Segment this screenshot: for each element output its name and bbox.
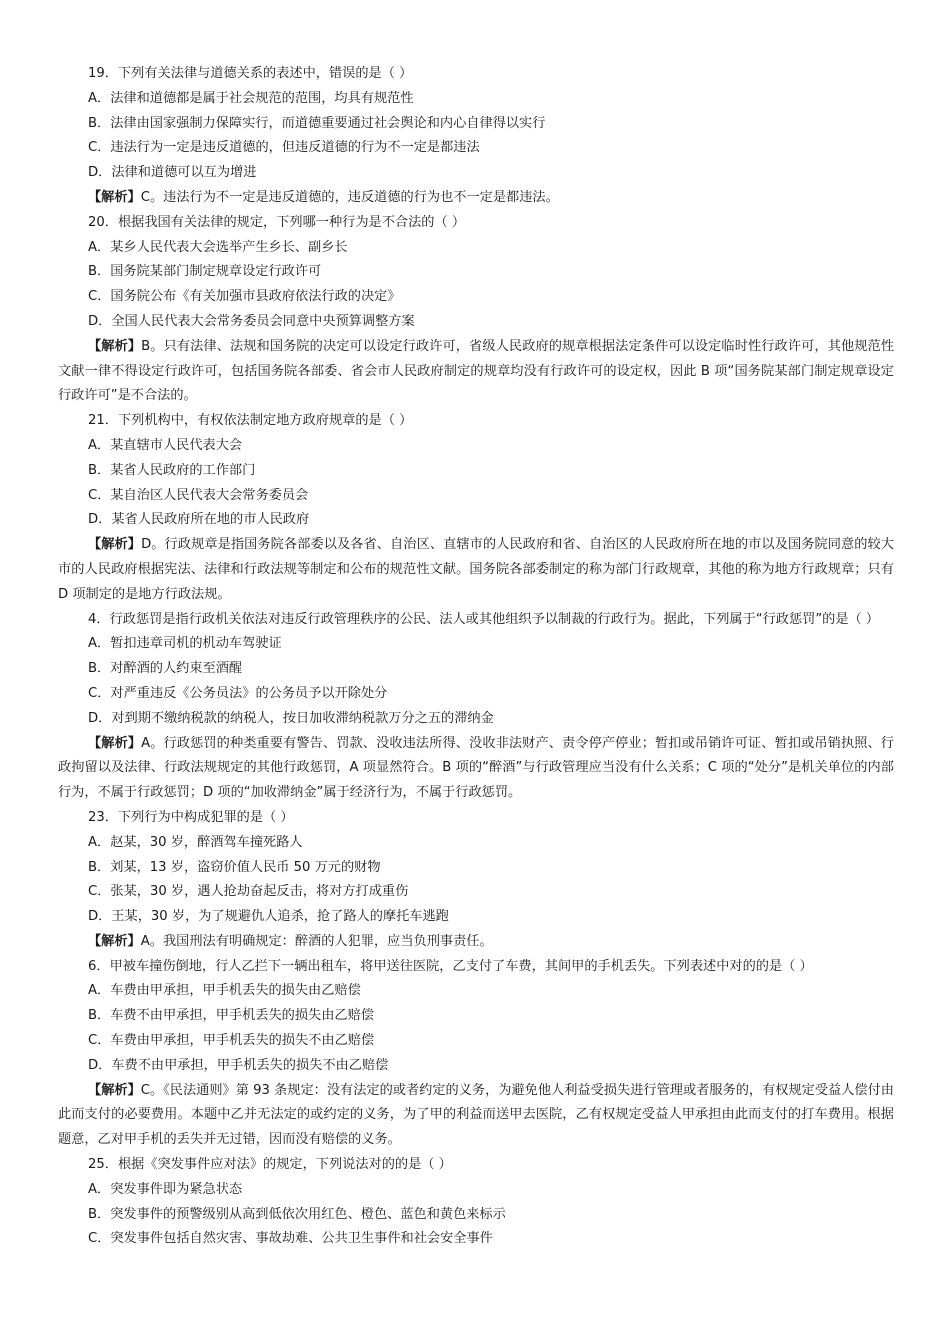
option-item: C．某自治区人民代表大会常务委员会 [88, 487, 309, 503]
analysis-text: B。只有法律、法规和国务院的决定可以设定行政许可，省级人民政府的规章根据法定条件可以设定临时性行政许可，其他规范性文献一律不得设定行政许可，包括国务院各部委、省会市人民政府制定的规章均没有行政许可的设定权，因此 B 项“国务院某部门制定规章设定行政许可”是不合法的。 [58, 338, 895, 404]
analysis-paragraph [58, 732, 894, 806]
option-item: B．国务院某部门制定规章设定行政许可 [88, 264, 322, 280]
analysis-label: 【解析】 [88, 1082, 141, 1098]
analysis-paragraph [58, 1079, 894, 1153]
option-item: D．全国人民代表大会常务委员会同意中央预算调整方案 [88, 313, 415, 329]
option-item: D．某省人民政府所在地的市人民政府 [88, 512, 310, 528]
option-item: D．对到期不缴纳税款的纳税人，按日加收滞纳税款万分之五的滞纳金 [88, 710, 494, 726]
question-text: 20．根据我国有关法律的规定，下列哪一种行为是不合法的（ ） [88, 214, 466, 230]
option-item: A．某直辖市人民代表大会 [88, 437, 243, 453]
option-item: C．突发事件包括自然灾害、事故劫难、公共卫生事件和社会安全事件 [88, 1231, 493, 1247]
analysis-label: 【解析】 [88, 189, 141, 205]
option-item: C．国务院公布《有关加强市县政府依法行政的决定》 [88, 289, 401, 305]
option-item: B．刘某，13 岁，盗窃价值人民币 50 万元的财物 [88, 859, 381, 875]
analysis-paragraph [58, 186, 894, 211]
analysis-text: A。行政惩罚的种类重要有警告、罚款、没收违法所得、没收非法财产、责令停产停业；暂扣或吊销许可证、暂扣或吊销执照、行政拘留以及法律、行政法规规定的其他行政惩罚，A 项显然符合。B 项的“醉酒”与行政管理应当没有什么关系；C 项的“处分”是机关单位的内部行为，不属于行政惩罚；D 项的“加收滞纳金”属于经济行为，不属于行政惩罚。 [58, 735, 894, 801]
analysis-paragraph [58, 533, 894, 607]
option-item: A．车费由甲承担，甲手机丢失的损失由乙赔偿 [88, 983, 361, 999]
question-text: 6．甲被车撞伤倒地，行人乙拦下一辆出租车，将甲送往医院，乙支付了车费，其间甲的手机丢失。下列表述中对的的是（ ） [88, 958, 813, 974]
option-item: D．法律和道德可以互为增进 [88, 165, 257, 181]
analysis-text: C。《民法通则》第 93 条规定：没有法定的或者约定的义务，为避免他人利益受损失进行管理或者服务的，有权规定受益人偿付由此而支付的必要费用。本题中乙并无法定的或约定的义务，为了甲的利益而送甲去医院，乙有权规定受益人甲承担由此而支付的打车费用。根据题意，乙对甲手机的丢失并无过错，因而没有赔偿的义务。 [58, 1082, 894, 1148]
question-text: 21．下列机构中，有权依法制定地方政府规章的是（ ） [88, 413, 413, 429]
analysis-label: 【解析】 [88, 338, 142, 354]
question-text: 19．下列有关法律与道德关系的表述中，错误的是（ ） [88, 66, 413, 81]
option-item: D．车费不由甲承担，甲手机丢失的损失不由乙赔偿 [88, 1057, 389, 1073]
option-item: A．突发事件即为紧急状态 [88, 1181, 243, 1197]
option-item: C．违法行为一定是违反道德的，但违反道德的行为不一定是都违法 [88, 140, 480, 156]
question-text: 4．行政惩罚是指行政机关依法对违反行政管理秩序的公民、法人或其他组织予以制裁的行政行为。据此，下列属于“行政惩罚”的是（ ） [88, 611, 880, 627]
question-text: 25．根据《突发事件应对法》的规定，下列说法对的的是（ ） [88, 1157, 452, 1173]
option-item: B．突发事件的预警级别从高到低依次用红色、橙色、蓝色和黄色来标示 [88, 1206, 506, 1222]
analysis-text: D。行政规章是指国务院各部委以及各省、自治区、直辖市的人民政府和省、自治区的人民政府所在地的市以及国务院同意的较大市的人民政府根据宪法、法律和行政法规等制定和公布的规范性文献。国务院各部委制定的称为部门行政规章，其他的称为地方行政规章；只有 D 项制定的是地方行政法规。 [58, 537, 894, 602]
question-text: 23．下列行为中构成犯罪的是（ ） [88, 809, 294, 825]
analysis-text: A。我国刑法有明确规定：醉酒的人犯罪，应当负刑事责任。 [140, 933, 493, 949]
analysis-paragraph [58, 930, 894, 955]
option-item: B．对醉酒的人约束至酒醒 [88, 661, 243, 677]
option-item: C．张某，30 岁，遇人抢劫奋起反击，将对方打成重伤 [88, 884, 409, 900]
option-item: B．某省人民政府的工作部门 [88, 462, 256, 478]
document-body [58, 62, 894, 1252]
option-item: A．赵某，30 岁，醉酒驾车撞死路人 [88, 834, 303, 850]
option-item: C．车费由甲承担，甲手机丢失的损失不由乙赔偿 [88, 1033, 375, 1049]
option-item: A．法律和道德都是属于社会规范的范围，均具有规范性 [88, 90, 414, 106]
analysis-label: 【解析】 [88, 933, 141, 949]
analysis-text: C。违法行为不一定是违反道德的，违反道德的行为也不一定是都违法。 [140, 189, 559, 205]
analysis-paragraph [58, 335, 894, 409]
analysis-label: 【解析】 [88, 537, 142, 553]
option-item: D．王某，30 岁，为了规避仇人追杀，抢了路人的摩托车逃跑 [88, 909, 449, 925]
option-item: B．法律由国家强制力保障实行，而道德重要通过社会舆论和内心自律得以实行 [88, 115, 546, 131]
option-item: A．暂扣违章司机的机动车驾驶证 [88, 636, 282, 652]
option-item: C．对严重违反《公务员法》的公务员予以开除处分 [88, 685, 388, 701]
option-item: B．车费不由甲承担，甲手机丢失的损失由乙赔偿 [88, 1008, 374, 1024]
option-item: A．某乡人民代表大会选举产生乡长、副乡长 [88, 239, 348, 255]
analysis-label: 【解析】 [88, 735, 142, 751]
